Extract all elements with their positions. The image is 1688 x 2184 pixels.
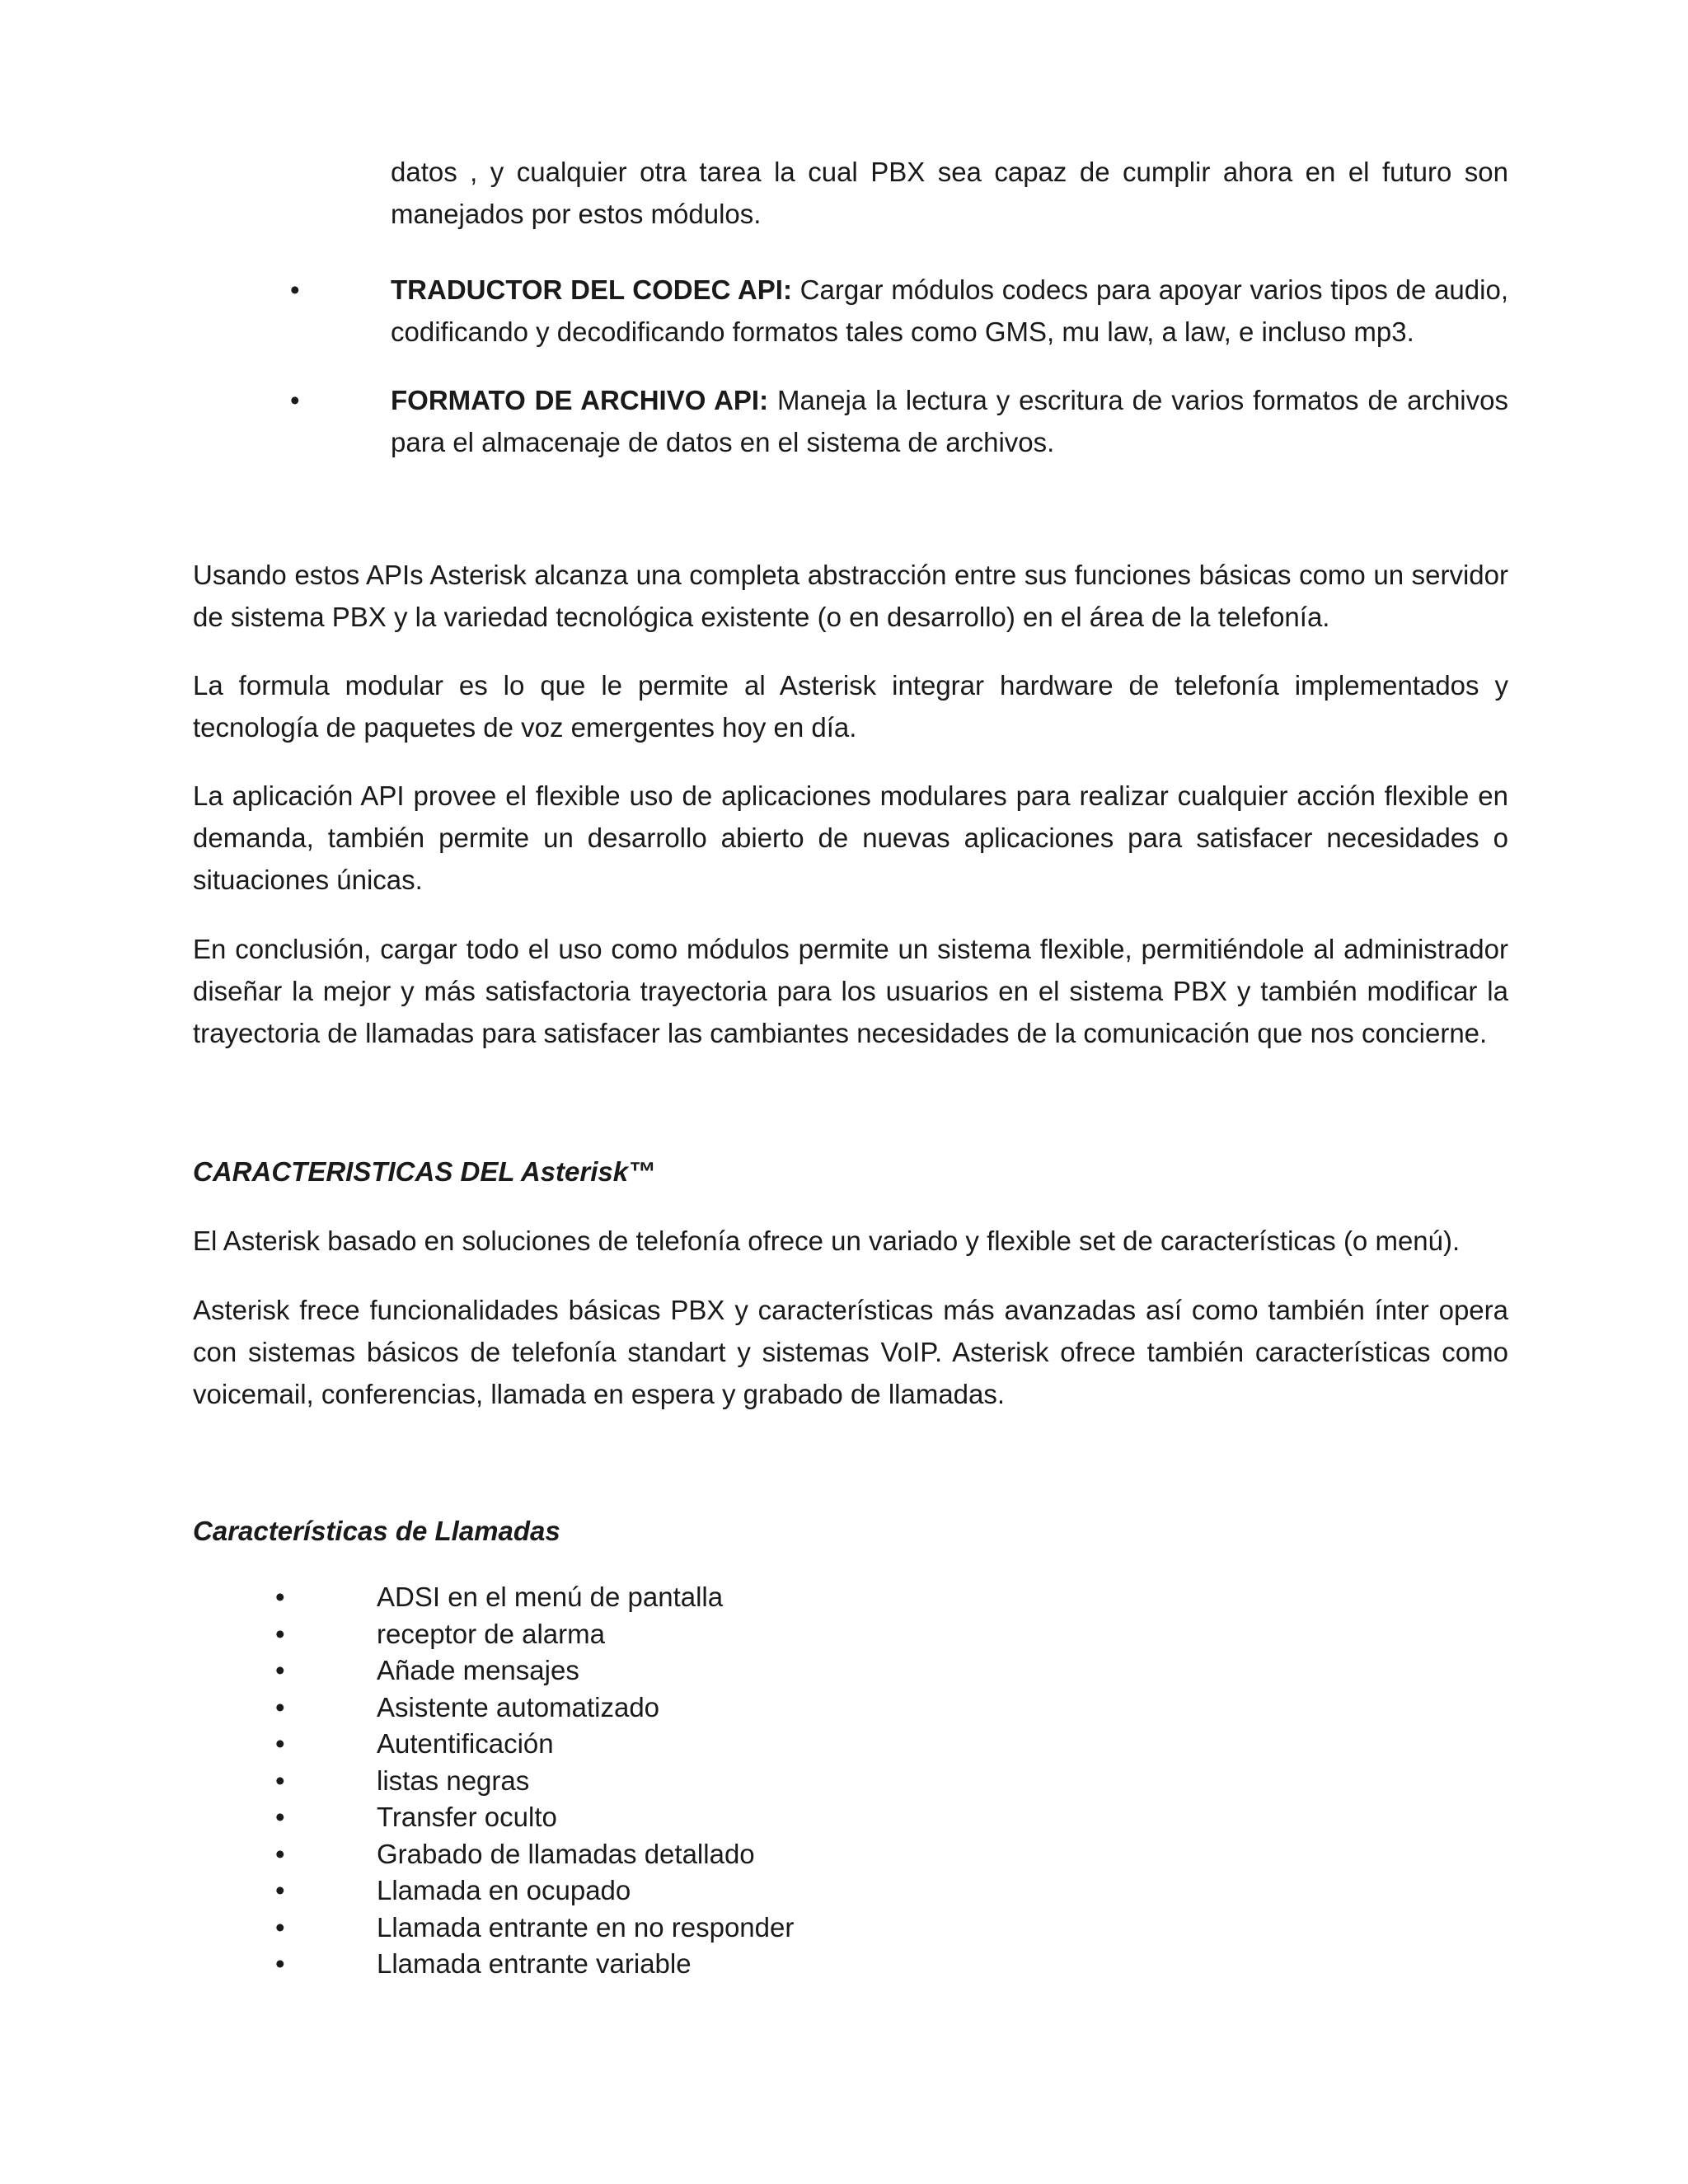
bullet-marker: • [275, 1765, 285, 1796]
list-item-text: Añade mensajes [377, 1655, 579, 1685]
body-paragraph: La formula modular es lo que le permite al Asterisk integrar hardware de telefonía implementados y tecnología de paquetes de voz emergentes hoy en día. [193, 670, 1508, 743]
bullet-marker: • [275, 1582, 285, 1612]
continuation-paragraph: datos , y cualquier otra tarea la cual PBX sea capaz de cumplir ahora en el futuro son manejados por estos módulos. [391, 157, 1508, 229]
list-item [0, 1872, 1688, 1910]
bullet-marker: • [275, 1618, 285, 1649]
body-paragraph: Usando estos APIs Asterisk alcanza una completa abstracción entre sus funciones básicas como un servidor de sistema PBX y la variedad tecnológica existente (o en desarrollo) en el área de la telefonía. [193, 560, 1508, 632]
bullet-marker: • [275, 1911, 285, 1943]
bullet-text [391, 269, 1508, 353]
list-item [0, 1616, 1688, 1653]
bullet-term: TRADUCTOR DEL CODEC API: [391, 274, 792, 305]
body-paragraph: El Asterisk basado en soluciones de telefonía ofrece un variado y flexible set de características (o menú). [193, 1226, 1461, 1256]
list-item [0, 1652, 1688, 1690]
bullet-marker: • [290, 274, 300, 305]
bullet-marker: • [275, 1691, 285, 1722]
list-item [0, 1836, 1688, 1873]
bullet-marker: • [275, 1802, 285, 1832]
list-item-text: Grabado de llamadas detallado [377, 1838, 755, 1869]
bullet-description: Cargar módulos codecs para apoyar varios tipos de audio, codificando y decodificando formatos tales como GMS, mu law, a law, e incluso mp3. [391, 274, 1508, 347]
list-item [0, 1579, 1688, 1616]
bullet-marker: • [275, 1728, 285, 1759]
bullet-marker: • [275, 1948, 285, 1979]
list-item-text: ADSI en el menú de pantalla [377, 1582, 724, 1612]
bullet-description: Maneja la lectura y escritura de varios formatos de archivos para el almacenaje de datos en el sistema de archivos. [391, 385, 1508, 457]
features-list [0, 1579, 1688, 1983]
list-item-text: Llamada entrante variable [377, 1948, 692, 1979]
bullet-marker: • [275, 1838, 285, 1869]
list-item-text: Asistente automatizado [377, 1691, 660, 1722]
list-item-text: Llamada en ocupado [377, 1875, 631, 1905]
bullet-text [391, 379, 1508, 463]
bullet-marker: • [290, 385, 300, 415]
bullet-marker: • [275, 1875, 285, 1905]
list-item-text: listas negras [377, 1765, 530, 1796]
section-heading: CARACTERISTICAS DEL Asterisk™ [193, 1156, 656, 1187]
list-item [0, 1910, 1688, 1947]
list-item [0, 1726, 1688, 1763]
body-paragraph: Asterisk frece funcionalidades básicas PBX y características más avanzadas así como también ínter opera con sistemas básicos de telefonía standart y sistemas VoIP. Asterisk ofrece también características como voicemail, conferencias, llamada en espera y grabado de llamadas. [193, 1295, 1508, 1409]
list-item-text: Llamada entrante en no responder [377, 1911, 795, 1943]
list-item-text: receptor de alarma [377, 1618, 605, 1649]
list-item [0, 1690, 1688, 1727]
bullet-marker: • [275, 1655, 285, 1685]
list-item-text: Transfer oculto [377, 1802, 557, 1832]
section-heading: Características de Llamadas [193, 1516, 560, 1546]
body-paragraph: La aplicación API provee el flexible uso de aplicaciones modulares para realizar cualquier acción flexible en demanda, también permite un desarrollo abierto de nuevas aplicaciones para satisfacer necesidades o situaciones únicas. [193, 780, 1508, 895]
list-item [0, 1946, 1688, 1983]
list-item [0, 1763, 1688, 1800]
list-item-text: Autentificación [377, 1728, 554, 1759]
list-item [0, 1799, 1688, 1836]
bullet-term: FORMATO DE ARCHIVO API: [391, 385, 769, 415]
body-paragraph: En conclusión, cargar todo el uso como módulos permite un sistema flexible, permitiéndole al administrador diseñar la mejor y más satisfactoria trayectoria para los usuarios en el sistema PBX y también modificar la trayectoria de llamadas para satisfacer las cambiantes necesidades de la comunicación que nos concierne. [193, 934, 1508, 1048]
